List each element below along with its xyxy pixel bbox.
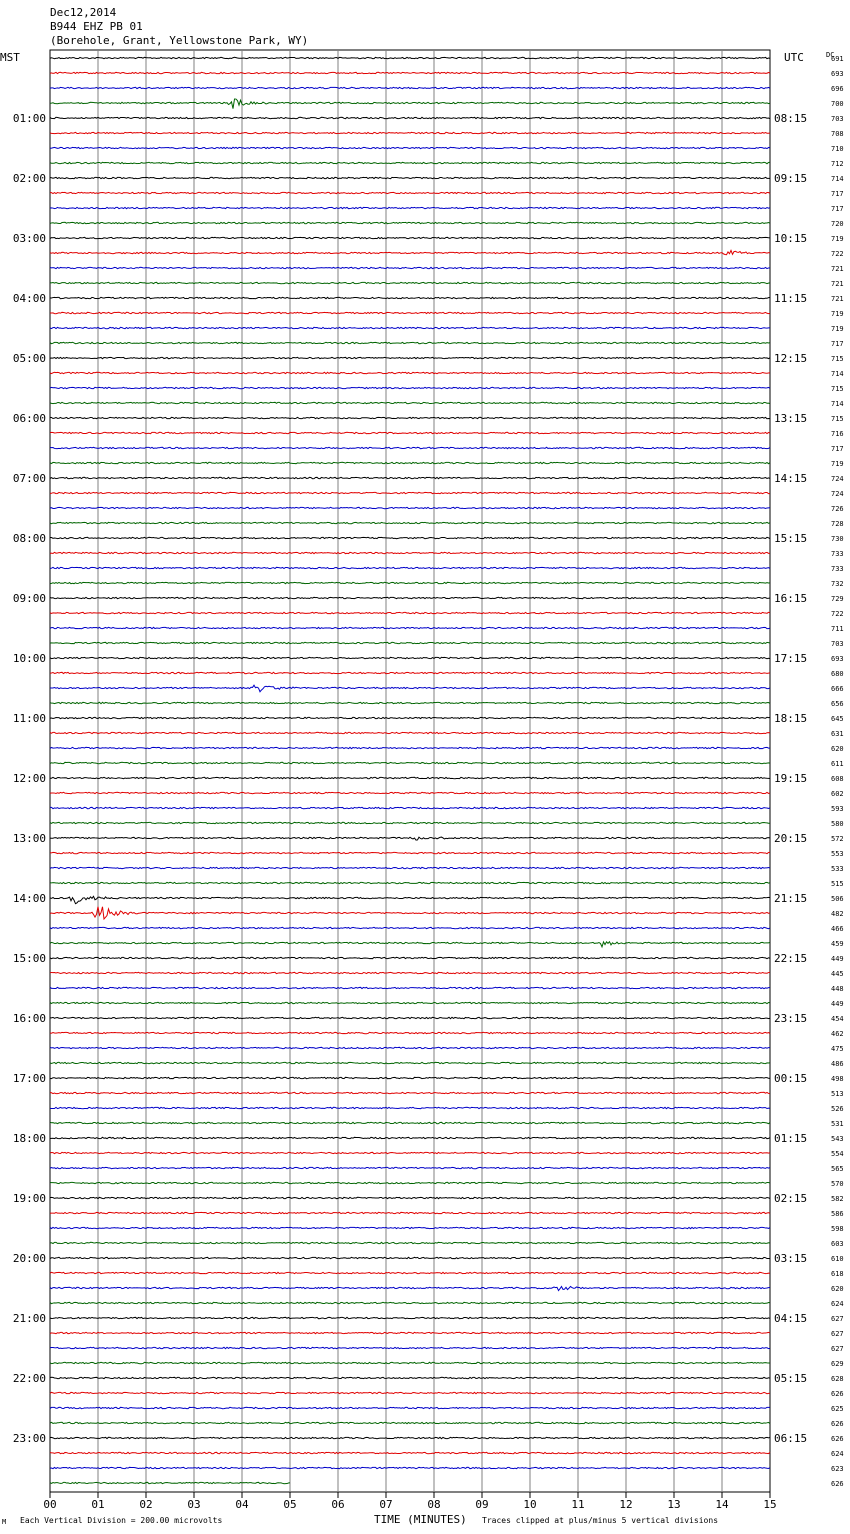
dc-offset-label: 733 [831,550,844,558]
dc-offset-label: 593 [831,805,844,813]
x-tick-label: 02 [139,1498,153,1511]
left-hour-label: 06:00 [12,412,46,425]
dc-offset-label: 506 [831,895,844,903]
trace-line [50,387,770,388]
dc-offset-label: 449 [831,1000,844,1008]
trace-line [50,447,770,448]
dc-offset-label: 721 [831,295,844,303]
trace-line [50,762,770,763]
dc-offset-label: 691 [831,55,844,63]
dc-offset-label: 533 [831,865,844,873]
right-hour-label: 08:15 [774,112,808,125]
right-hour-label: 04:15 [774,1312,808,1325]
dc-offset-label: 586 [831,1210,844,1218]
dc-offset-label: 627 [831,1315,844,1323]
dc-offset-label: 554 [831,1150,844,1158]
dc-offset-label: 624 [831,1450,844,1458]
location-title: (Borehole, Grant, Yellowstone Park, WY) [50,34,309,47]
dc-offset-label: 719 [831,235,844,243]
trace-line [50,717,770,718]
trace-line [50,1407,770,1408]
dc-offset-label: 515 [831,880,844,888]
dc-offset-label: 724 [831,490,844,498]
dc-offset-label: 717 [831,190,844,198]
dc-offset-label: 680 [831,670,844,678]
trace-line [50,162,770,163]
dc-offset-label: 627 [831,1345,844,1353]
dc-offset-label: 629 [831,1360,844,1368]
x-tick-label: 07 [379,1498,393,1511]
footer-scale-note: Each Vertical Division = 200.00 microvolts [20,1516,223,1525]
trace-line [50,777,770,778]
trace-line [50,1062,770,1063]
dc-offset-label: 580 [831,820,844,828]
x-tick-label: 06 [331,1498,345,1511]
x-tick-label: 01 [91,1498,105,1511]
dc-offset-label: 730 [831,535,844,543]
right-hour-label: 02:15 [774,1192,808,1205]
trace-line [50,147,770,148]
trace-line [50,1227,770,1228]
trace-line [50,1197,770,1198]
dc-offset-label: 715 [831,415,844,423]
dc-offset-label: 602 [831,790,844,798]
trace-line [50,99,770,109]
trace-line [50,1437,770,1438]
right-hour-label: 00:15 [774,1072,808,1085]
trace-line [50,552,770,553]
trace-line [50,1362,770,1363]
trace-line [50,1032,770,1033]
dc-offset-label: 712 [831,160,844,168]
trace-line [50,1107,770,1108]
dc-offset-label: 626 [831,1420,844,1428]
trace-line [50,896,770,903]
trace-line [50,57,770,58]
x-tick-label: 05 [283,1498,297,1511]
right-hour-label: 13:15 [774,412,808,425]
trace-line [50,1392,770,1393]
right-hour-label: 10:15 [774,232,808,245]
trace-line [50,927,770,928]
dc-offset-label: 721 [831,265,844,273]
trace-line [50,250,770,254]
dc-offset-label: 733 [831,565,844,573]
dc-offset-label: 717 [831,445,844,453]
x-tick-label: 11 [571,1498,585,1511]
x-tick-label: 15 [763,1498,777,1511]
trace-line [50,1302,770,1303]
dc-offset-label: 498 [831,1075,844,1083]
trace-line [50,462,770,463]
dc-offset-label: 626 [831,1390,844,1398]
trace-line [50,702,770,703]
dc-offset-label: 717 [831,340,844,348]
trace-line [50,192,770,193]
trace-line [50,822,770,823]
dc-offset-label: 703 [831,115,844,123]
dc-offset-label: 618 [831,1270,844,1278]
trace-line [50,792,770,793]
trace-line [50,882,770,883]
dc-offset-label: 714 [831,370,844,378]
x-tick-label: 14 [715,1498,729,1511]
left-hour-label: 09:00 [12,592,46,605]
left-hour-label: 01:00 [12,112,46,125]
left-hour-label: 02:00 [12,172,46,185]
left-hour-label: 04:00 [12,292,46,305]
trace-line [50,1242,770,1243]
trace-line [50,1002,770,1003]
left-hour-label: 05:00 [12,352,46,365]
left-hour-label: 15:00 [12,952,46,965]
trace-line [50,1347,770,1348]
dc-offset-label: 482 [831,910,844,918]
trace-line [50,492,770,493]
dc-offset-label: 696 [831,85,844,93]
dc-offset-label: 454 [831,1015,844,1023]
dc-offset-label: 666 [831,685,844,693]
dc-offset-label: 531 [831,1120,844,1128]
date-title: Dec12,2014 [50,6,117,19]
trace-line [50,657,770,658]
dc-offset-label: 711 [831,625,844,633]
trace-line [50,327,770,328]
dc-offset-label: 627 [831,1330,844,1338]
trace-line [50,987,770,988]
trace-line [50,312,770,313]
trace-line [50,942,770,947]
trace-line [50,477,770,478]
x-axis-title: TIME (MINUTES) [374,1513,467,1526]
trace-line [50,507,770,508]
trace-line [50,117,770,118]
dc-offset-label: 708 [831,130,844,138]
dc-offset-label: 459 [831,940,844,948]
right-hour-label: 21:15 [774,892,808,905]
trace-line [50,237,770,238]
trace-line [50,522,770,523]
trace-line [50,222,770,223]
right-hour-label: 05:15 [774,1372,808,1385]
dc-offset-label: 582 [831,1195,844,1203]
right-hour-label: 16:15 [774,592,808,605]
dc-offset-label: 624 [831,1300,844,1308]
dc-offset-label: 719 [831,310,844,318]
left-timezone-label: MST [0,51,20,64]
trace-line [50,597,770,598]
trace-line [50,1272,770,1273]
left-hour-label: 22:00 [12,1372,46,1385]
trace-line [50,1286,770,1290]
right-hour-label: 17:15 [774,652,808,665]
trace-line [50,432,770,433]
trace-line [50,582,770,583]
dc-offset-label: 553 [831,850,844,858]
dc-offset-label: 628 [831,1375,844,1383]
dc-offset-label: 714 [831,175,844,183]
trace-line [50,342,770,343]
trace-line [50,1482,290,1483]
right-hour-label: 06:15 [774,1432,808,1445]
grid [50,50,770,1498]
right-hour-label: 22:15 [774,952,808,965]
dc-offset-label: 445 [831,970,844,978]
labels [0,51,844,1526]
dc-offset-label: 620 [831,745,844,753]
dc-offset-label: 719 [831,460,844,468]
dc-offset-label: 726 [831,505,844,513]
dc-offset-label: 720 [831,220,844,228]
left-hour-label: 11:00 [12,712,46,725]
dc-offset-label: 449 [831,955,844,963]
left-hour-label: 14:00 [12,892,46,905]
station-title: B944 EHZ PB 01 [50,20,143,33]
left-hour-label: 17:00 [12,1072,46,1085]
dc-offset-label: 700 [831,100,844,108]
trace-line [50,372,770,373]
left-hour-label: 21:00 [12,1312,46,1325]
corner-mark: M [2,1518,7,1526]
dc-offset-label: 543 [831,1135,844,1143]
dc-offset-label: 722 [831,610,844,618]
trace-line [50,1167,770,1168]
trace-line [50,1467,770,1468]
dc-offset-label: 714 [831,400,844,408]
dc-offset-label: 603 [831,1240,844,1248]
right-hour-label: 03:15 [774,1252,808,1265]
dc-offset-label: 693 [831,655,844,663]
left-hour-label: 19:00 [12,1192,46,1205]
left-hour-label: 12:00 [12,772,46,785]
dc-offset-label: 572 [831,835,844,843]
trace-line [50,972,770,973]
dc-offset-label: 721 [831,280,844,288]
trace-line [50,747,770,748]
right-hour-label: 19:15 [774,772,808,785]
dc-offset-label: 732 [831,580,844,588]
trace-line [50,1152,770,1153]
trace-line [50,177,770,178]
footer-clip-note: Traces clipped at plus/minus 5 vertical divisions [482,1516,719,1525]
x-tick-label: 00 [43,1498,57,1511]
trace-line [50,1092,770,1093]
dc-offset-label: 656 [831,700,844,708]
trace-line [50,132,770,133]
right-hour-label: 20:15 [774,832,808,845]
trace-line [50,1212,770,1213]
left-hour-label: 03:00 [12,232,46,245]
traces [50,57,770,1483]
left-hour-label: 07:00 [12,472,46,485]
dc-offset-label: 724 [831,475,844,483]
dc-offset-label: 710 [831,145,844,153]
x-tick-label: 09 [475,1498,489,1511]
trace-line [50,417,770,418]
x-tick-label: 12 [619,1498,633,1511]
trace-line [50,1122,770,1123]
trace-line [50,1452,770,1453]
dc-offset-label: 620 [831,1285,844,1293]
dc-offset-label: 703 [831,640,844,648]
plot-frame [50,50,770,1492]
trace-line [50,907,770,919]
x-tick-label: 03 [187,1498,201,1511]
trace-line [50,1182,770,1183]
x-tick-label: 08 [427,1498,441,1511]
trace-line [50,957,770,958]
dc-offset-label: 565 [831,1165,844,1173]
dc-offset-label: 475 [831,1045,844,1053]
dc-offset-label: 693 [831,70,844,78]
trace-line [50,72,770,73]
trace-line [50,1017,770,1018]
trace-line [50,852,770,853]
left-hour-label: 10:00 [12,652,46,665]
trace-line [50,1137,770,1138]
dc-offset-label: 598 [831,1225,844,1233]
dc-offset-label: 466 [831,925,844,933]
dc-offset-label: 626 [831,1435,844,1443]
x-tick-label: 04 [235,1498,249,1511]
trace-line [50,567,770,568]
dc-offset-label: 462 [831,1030,844,1038]
left-hour-label: 13:00 [12,832,46,845]
dc-offset-label: 715 [831,385,844,393]
trace-line [50,267,770,268]
dc-offset-label: 716 [831,430,844,438]
dc-offset-label: 626 [831,1480,844,1488]
trace-line [50,627,770,628]
trace-line [50,1257,770,1258]
dc-offset-label: 728 [831,520,844,528]
trace-line [50,612,770,613]
dc-offset-label: 570 [831,1180,844,1188]
trace-line [50,642,770,643]
dc-offset-label: 486 [831,1060,844,1068]
dc-offset-label: 608 [831,775,844,783]
dc-offset-label: 719 [831,325,844,333]
left-hour-label: 18:00 [12,1132,46,1145]
right-hour-label: 14:15 [774,472,808,485]
trace-line [50,1047,770,1048]
trace-line [50,537,770,538]
trace-line [50,867,770,868]
dc-offset-label: 715 [831,355,844,363]
dc-offset-label: 448 [831,985,844,993]
trace-line [50,1317,770,1318]
trace-line [50,357,770,358]
right-hour-label: 12:15 [774,352,808,365]
trace-line [50,672,770,673]
dc-offset-label: 513 [831,1090,844,1098]
dc-column-header: DC [826,51,835,59]
trace-line [50,1422,770,1423]
x-tick-label: 10 [523,1498,537,1511]
right-hour-label: 11:15 [774,292,808,305]
dc-offset-label: 526 [831,1105,844,1113]
right-hour-label: 23:15 [774,1012,808,1025]
dc-offset-label: 722 [831,250,844,258]
right-hour-label: 01:15 [774,1132,808,1145]
dc-offset-label: 729 [831,595,844,603]
trace-line [50,1077,770,1078]
dc-offset-label: 623 [831,1465,844,1473]
dc-offset-label: 645 [831,715,844,723]
left-hour-label: 16:00 [12,1012,46,1025]
dc-offset-label: 625 [831,1405,844,1413]
trace-line [50,837,770,840]
x-tick-label: 13 [667,1498,681,1511]
left-hour-label: 20:00 [12,1252,46,1265]
dc-offset-label: 631 [831,730,844,738]
right-hour-label: 15:15 [774,532,808,545]
trace-line [50,207,770,208]
right-timezone-label: UTC [784,51,804,64]
left-hour-label: 23:00 [12,1432,46,1445]
left-hour-label: 08:00 [12,532,46,545]
dc-offset-label: 717 [831,205,844,213]
dc-offset-label: 611 [831,760,844,768]
trace-line [50,87,770,88]
trace-line [50,685,770,692]
dc-offset-label: 610 [831,1255,844,1263]
trace-line [50,732,770,733]
trace-line [50,402,770,403]
trace-line [50,807,770,808]
right-hour-label: 18:15 [774,712,808,725]
trace-line [50,1377,770,1378]
trace-line [50,282,770,283]
trace-line [50,1332,770,1333]
right-hour-label: 09:15 [774,172,808,185]
trace-line [50,297,770,298]
